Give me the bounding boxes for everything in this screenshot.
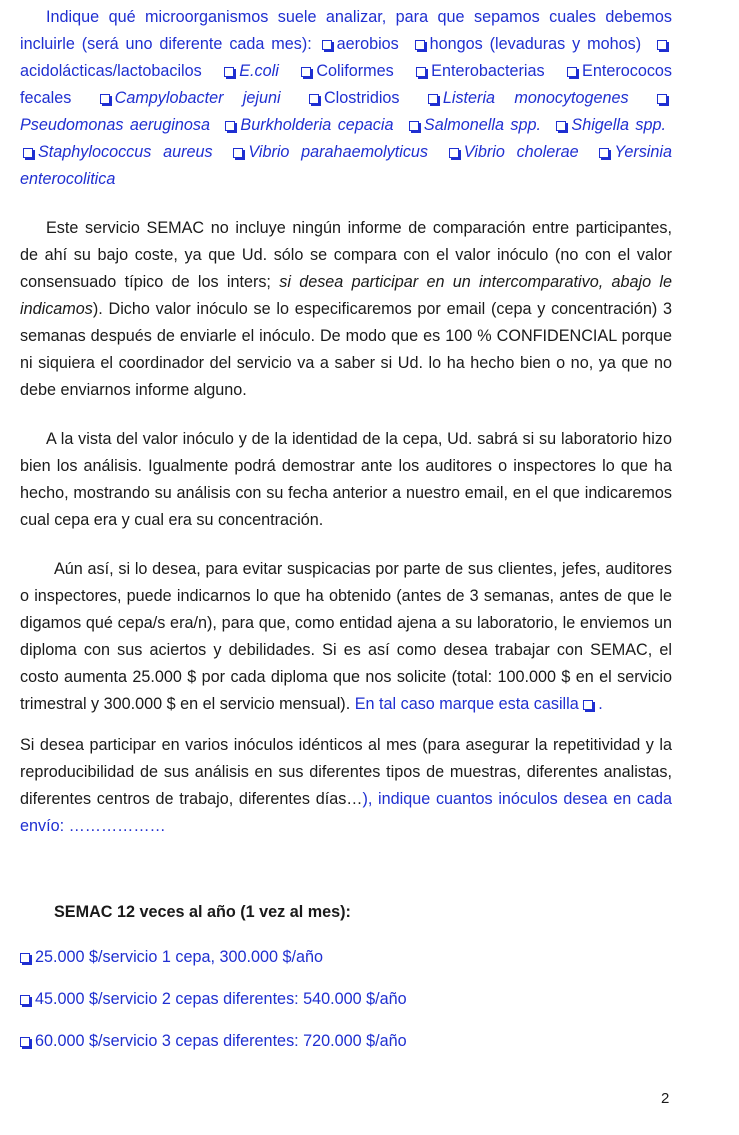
microorganism-checkbox[interactable] bbox=[100, 94, 110, 104]
plan-option-3-checkbox[interactable] bbox=[20, 1037, 30, 1047]
microorganism-checkbox[interactable] bbox=[449, 148, 459, 158]
microorganism-label: Burkholderia cepacia bbox=[240, 116, 394, 134]
microorganism-checkbox[interactable] bbox=[416, 67, 426, 77]
plan-option-3-label: 60.000 $/servicio 3 cepas diferentes: 720.000 $/año bbox=[35, 1032, 407, 1050]
microorganism-label: Vibrio parahaemolyticus bbox=[248, 143, 429, 161]
service-text-after: ). Dicho valor inóculo se lo especificaremos por email (cepa y concentración) 3 semanas después de enviarle el inóculo. De modo que es 100 % CONFIDENCIAL porque ni siquiera el coordinador del servicio va a saber si Ud. lo ha hecho bien o no, ya que no debe enviarnos informe alguno. bbox=[20, 300, 672, 399]
microorganism-label: aerobios bbox=[336, 35, 399, 53]
microorganism-label: Enterococos fecales bbox=[20, 62, 673, 107]
service-description-paragraph bbox=[20, 215, 672, 404]
multi-close-paren: ) bbox=[362, 790, 368, 808]
microorganism-label: Pseudomonas aeruginosa bbox=[20, 116, 210, 134]
plan-option-1-label: 25.000 $/servicio 1 cepa, 300.000 $/año bbox=[35, 948, 323, 966]
microorganism-checkbox[interactable] bbox=[567, 67, 577, 77]
diploma-checkbox-label: En tal caso marque esta casilla bbox=[354, 695, 579, 713]
plan-option-2-label: 45.000 $/servicio 2 cepas diferentes: 540.000 $/año bbox=[35, 990, 407, 1008]
plan-option-2-checkbox[interactable] bbox=[20, 995, 30, 1005]
microorganism-checkbox[interactable] bbox=[657, 94, 667, 104]
microorganism-label: Listeria monocytogenes bbox=[442, 89, 629, 107]
plan-option-1[interactable] bbox=[20, 944, 323, 971]
microorganism-checkbox[interactable] bbox=[599, 148, 609, 158]
microorganism-label: hongos (levaduras y mohos) bbox=[429, 35, 642, 53]
microorganism-label: Campylobacter jejuni bbox=[114, 89, 281, 107]
intro-text: Indique qué microorganismos suele analizar, para que sepamos cuales debemos incluirle (será uno diferente cada mes): bbox=[20, 8, 672, 53]
microorganism-label: acidolácticas/lactobacilos bbox=[20, 62, 202, 80]
microorganism-checkbox[interactable] bbox=[657, 40, 667, 50]
result-paragraph: A la vista del valor inóculo y de la identidad de la cepa, Ud. sabrá si su laboratorio hizo bien los análisis. Igualmente podrá demostrar ante los auditores o inspectores lo que ha hecho, mostrando su análisis con su fecha anterior a nuestro email, en el que indicaremos cual cepa era y cual era su concentración. bbox=[20, 430, 672, 529]
microorganism-label: Vibrio cholerae bbox=[463, 143, 579, 161]
diploma-paragraph bbox=[20, 556, 672, 718]
microorganism-checkbox[interactable] bbox=[225, 121, 235, 131]
microorganism-label: Coliformes bbox=[316, 62, 394, 80]
multi-prompt: , indique cuantos inóculos desea en cada envío: ……………… bbox=[20, 790, 672, 835]
microorganism-label: Clostridios bbox=[323, 89, 400, 107]
microorganism-checkbox[interactable] bbox=[428, 94, 438, 104]
microorganism-checkbox[interactable] bbox=[23, 148, 33, 158]
microorganism-label: Enterobacterias bbox=[431, 62, 545, 80]
plan-option-3[interactable] bbox=[20, 1028, 407, 1055]
microorganism-checkbox[interactable] bbox=[415, 40, 425, 50]
diploma-checkbox[interactable] bbox=[583, 700, 593, 710]
microorganism-checklist bbox=[20, 35, 672, 188]
microorganism-checkbox[interactable] bbox=[233, 148, 243, 158]
page-number: 2 bbox=[661, 1090, 670, 1107]
microorganism-selection-paragraph bbox=[20, 4, 672, 193]
diploma-text: Aún así, si lo desea, para evitar suspicacias por parte de sus clientes, jefes, auditores o inspectores, puede indicarnos lo que ha obtenido (antes de 3 semanas, antes de que le digamos qué cepa/s era/n), para que, como entidad ajena a su laboratorio, le enviemos un diploma con sus aciertos y debilidades. Si es así como desea trabajar con SEMAC, el costo aumenta 25.000 $ por cada diploma que nos solicite (total: 100.000 $ en el servicio trimestral y 300.000 $ en el servicio mensual). bbox=[20, 560, 672, 713]
microorganism-checkbox[interactable] bbox=[322, 40, 332, 50]
document-page bbox=[20, 4, 672, 840]
microorganism-checkbox[interactable] bbox=[301, 67, 311, 77]
microorganism-label: Salmonella spp. bbox=[423, 116, 541, 134]
diploma-period: . bbox=[598, 695, 603, 713]
microorganism-checkbox[interactable] bbox=[556, 121, 566, 131]
microorganism-checkbox[interactable] bbox=[409, 121, 419, 131]
multi-text: Si desea participar en varios inóculos idénticos al mes (para asegurar la repetitividad y la reproducibilidad de sus análisis en sus diferentes tipos de muestras, diferentes analistas, diferentes centros de trabajo, diferentes días… bbox=[20, 736, 672, 808]
microorganism-label: Shigella spp. bbox=[571, 116, 666, 134]
microorganism-label: Staphylococcus aureus bbox=[38, 143, 213, 161]
microorganism-label: Yersinia enterocolitica bbox=[20, 143, 673, 188]
microorganism-checkbox[interactable] bbox=[224, 67, 234, 77]
microorganism-checkbox[interactable] bbox=[309, 94, 319, 104]
service-text-before: Este servicio SEMAC no incluye ningún informe de comparación entre participantes, de ahí su bajo coste, ya que Ud. sólo se compara con el valor inóculo (no con el valor consensuado típico de los inters; bbox=[20, 219, 672, 291]
service-text-italic: si desea participar en un intercomparativo, abajo le indicamos bbox=[20, 273, 672, 318]
plan-option-1-checkbox[interactable] bbox=[20, 953, 30, 963]
multiple-inoculum-paragraph bbox=[20, 732, 672, 840]
microorganism-label: E.coli bbox=[239, 62, 279, 80]
section-title: SEMAC 12 veces al año (1 vez al mes): bbox=[54, 903, 351, 921]
plan-option-2[interactable] bbox=[20, 986, 407, 1013]
